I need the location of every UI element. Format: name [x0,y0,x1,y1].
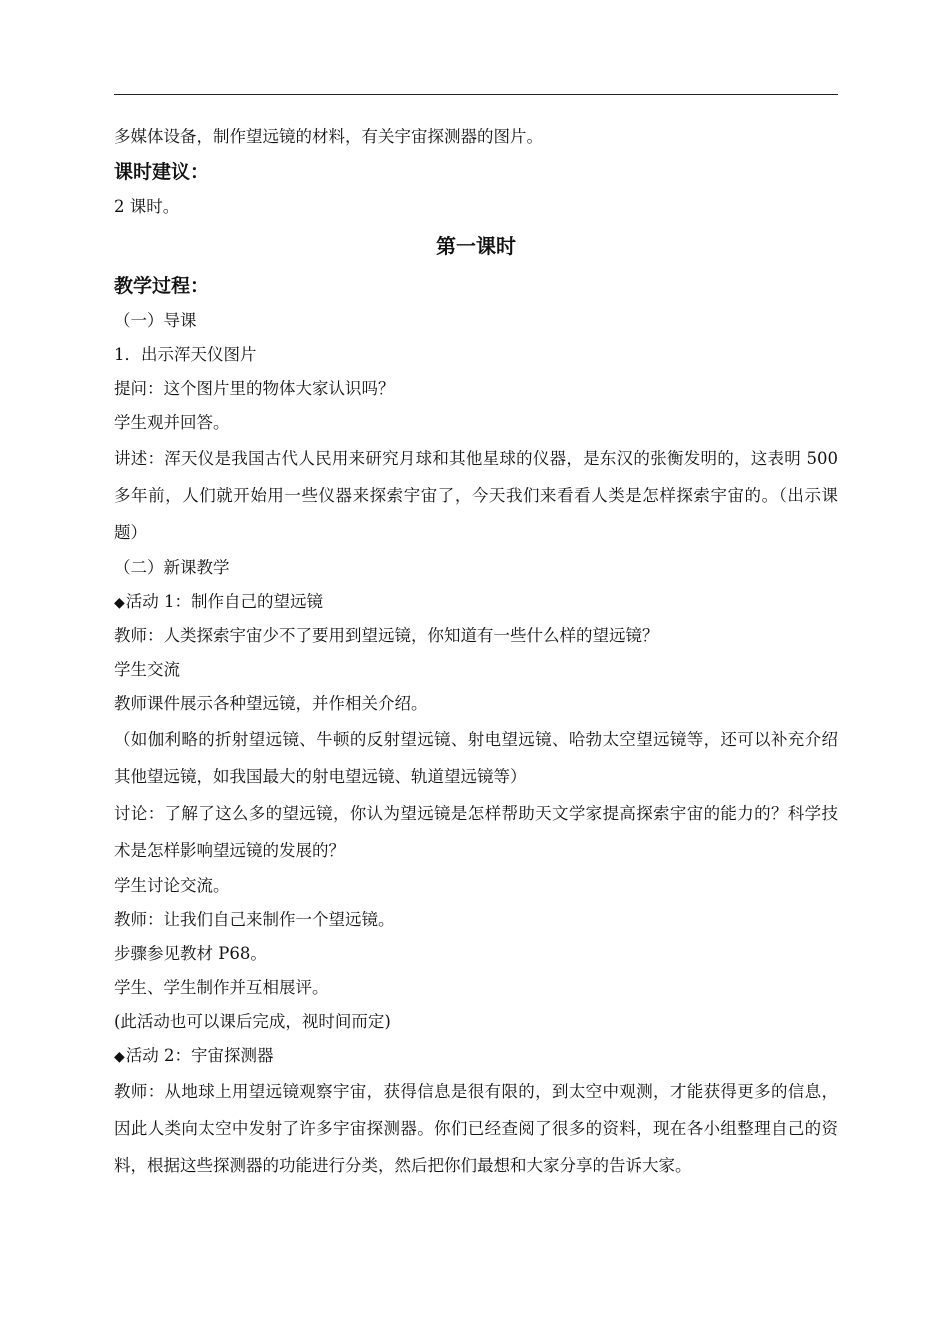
intro-heading: （一）导课 [114,311,197,330]
teacher-line-2: 教师：让我们自己来制作一个望远镜。 [114,910,395,929]
header-rule [114,94,838,95]
teacher-paragraph-3: 教师：从地球上用望远镜观察宇宙，获得信息是很有限的，到太空中观测，才能获得更多的信息，因此人类向太空中发射了许多宇宙探测器。你们已经查阅了很多的资料，现在各小组整理自己的资料，根据这些探测器的功能进行分类，然后把你们最想和大家分享的告诉大家。 [114,1082,838,1175]
lesson-title: 第一课时 [436,234,516,258]
teacher-line-1: 教师：人类探索宇宙少不了要用到望远镜，你知道有一些什么样的望远镜？ [114,626,659,645]
materials-line: 多媒体设备，制作望远镜的材料，有关宇宙探测器的图片。 [114,127,543,146]
document-body [114,120,838,1184]
activity-1-label: 活动 1：制作自己的望远镜 [125,592,324,611]
activity-2-heading [114,1039,838,1073]
observe-line: 学生观并回答。 [114,413,230,432]
question-line: 提问：这个图片里的物体大家认识吗？ [114,379,395,398]
diamond-bullet-icon: ◆ [114,1049,125,1065]
activity-2-label: 活动 2：宇宙探测器 [125,1046,274,1065]
step-1: 1．出示浑天仪图片 [114,345,257,364]
process-heading: 教学过程： [114,275,210,297]
hours-text: 2 课时。 [114,197,180,216]
steps-reference-line: 步骤参见教材 P68。 [114,944,267,963]
hours-heading: 课时建议： [114,161,210,183]
make-evaluate-line: 学生、学生制作并互相展评。 [114,978,329,997]
lecture-paragraph: 讲述：浑天仪是我国古代人民用来研究月球和其他星球的仪器，是东汉的张衡发明的，这表明 500 多年前，人们就开始用一些仪器来探索宇宙了，今天我们来看看人类是怎样探索宇宙的。（出示课题） [114,449,838,542]
activity-1-heading [114,585,838,619]
new-lesson-heading: （二）新课教学 [114,558,230,577]
student-exchange-line: 学生交流 [114,660,180,679]
note-line: (此活动也可以课后完成，视时间而定) [114,1012,391,1031]
student-discuss-line: 学生讨论交流。 [114,876,230,895]
discussion-paragraph: 讨论：了解了这么多的望远镜，你认为望远镜是怎样帮助天文学家提高探索宇宙的能力的？科学技术是怎样影响望远镜的发展的？ [114,804,838,860]
document-page [114,0,838,1344]
examples-paragraph: （如伽利略的折射望远镜、牛顿的反射望远镜、射电望远镜、哈勃太空望远镜等，还可以补充介绍其他望远镜，如我国最大的射电望远镜、轨道望远镜等） [114,730,838,786]
courseware-line: 教师课件展示各种望远镜，并作相关介绍。 [114,694,428,713]
diamond-bullet-icon: ◆ [114,595,125,611]
